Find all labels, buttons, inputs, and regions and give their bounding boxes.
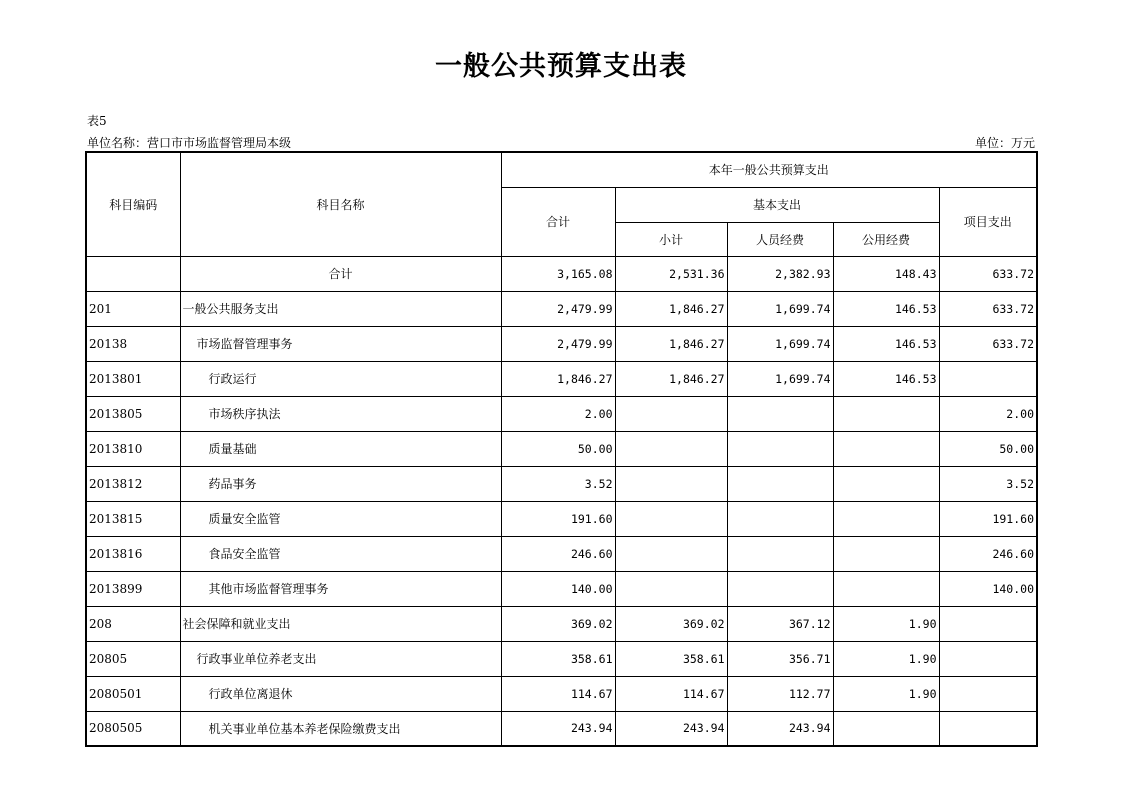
- total-amount-cell: 140.00: [501, 571, 615, 606]
- total-amount-cell: 369.02: [501, 606, 615, 641]
- subject-name-cell: 社会保障和就业支出: [180, 606, 501, 641]
- total-public-cell: 148.43: [833, 256, 939, 291]
- total-amount-cell: 358.61: [501, 641, 615, 676]
- subtotal-cell: 1,846.27: [615, 326, 727, 361]
- personnel-expense-cell: [727, 466, 833, 501]
- subtotal-cell: 358.61: [615, 641, 727, 676]
- total-project-cell: 633.72: [939, 256, 1037, 291]
- subject-code-cell: 208: [86, 606, 180, 641]
- personnel-expense-cell: [727, 501, 833, 536]
- public-expense-cell: [833, 536, 939, 571]
- subject-code-cell: 2013899: [86, 571, 180, 606]
- total-amount-cell: 3,165.08: [501, 256, 615, 291]
- personnel-expense-cell: 367.12: [727, 606, 833, 641]
- personnel-expense-cell: 1,699.74: [727, 326, 833, 361]
- table-row: [86, 571, 1037, 606]
- subject-name-cell: 食品安全监管: [180, 536, 501, 571]
- table-row: [86, 711, 1037, 746]
- project-expenditure-cell: 246.60: [939, 536, 1037, 571]
- total-amount-cell: 50.00: [501, 431, 615, 466]
- subject-code-cell: 2013801: [86, 361, 180, 396]
- header-basic-expenditure: 基本支出: [615, 187, 939, 222]
- page-title: 一般公共预算支出表: [435, 51, 687, 82]
- total-label-cell: 合计: [180, 256, 501, 291]
- project-expenditure-cell: [939, 361, 1037, 396]
- subject-code-cell: 2013805: [86, 396, 180, 431]
- subtotal-cell: [615, 501, 727, 536]
- subject-name-cell: 市场秩序执法: [180, 396, 501, 431]
- header-subject-code: 科目编码: [86, 152, 180, 256]
- table-header: [86, 152, 1037, 256]
- header-total: 合计: [501, 187, 615, 256]
- subject-code-cell: 20805: [86, 641, 180, 676]
- subject-code-cell: 2013815: [86, 501, 180, 536]
- table-body: [86, 256, 1037, 746]
- public-expense-cell: 146.53: [833, 326, 939, 361]
- header-subtotal: 小计: [615, 222, 727, 256]
- table-row: [86, 326, 1037, 361]
- personnel-expense-cell: [727, 571, 833, 606]
- project-expenditure-cell: 50.00: [939, 431, 1037, 466]
- subject-code-cell: 2013816: [86, 536, 180, 571]
- subject-code-cell: 2080505: [86, 711, 180, 746]
- subject-code-cell: 2013812: [86, 466, 180, 501]
- total-amount-cell: 2,479.99: [501, 291, 615, 326]
- project-expenditure-cell: 633.72: [939, 291, 1037, 326]
- table-row: [86, 501, 1037, 536]
- subject-name-cell: 行政事业单位养老支出: [180, 641, 501, 676]
- project-expenditure-cell: 633.72: [939, 326, 1037, 361]
- project-expenditure-cell: [939, 641, 1037, 676]
- subject-code-cell: 2013810: [86, 431, 180, 466]
- total-code-cell: [86, 256, 180, 291]
- public-expense-cell: 146.53: [833, 361, 939, 396]
- subject-name-cell: 机关事业单位基本养老保险缴费支出: [180, 711, 501, 746]
- subject-name-cell: 其他市场监督管理事务: [180, 571, 501, 606]
- public-expense-cell: [833, 431, 939, 466]
- subtotal-cell: 369.02: [615, 606, 727, 641]
- public-expense-cell: 1.90: [833, 606, 939, 641]
- personnel-expense-cell: 243.94: [727, 711, 833, 746]
- total-amount-cell: 114.67: [501, 676, 615, 711]
- subtotal-cell: [615, 466, 727, 501]
- header-public-expense: 公用经费: [833, 222, 939, 256]
- total-amount-cell: 243.94: [501, 711, 615, 746]
- subject-code-cell: 201: [86, 291, 180, 326]
- subtotal-cell: 1,846.27: [615, 361, 727, 396]
- project-expenditure-cell: [939, 676, 1037, 711]
- table-row: [86, 536, 1037, 571]
- total-amount-cell: 191.60: [501, 501, 615, 536]
- table-row: [86, 676, 1037, 711]
- personnel-expense-cell: 1,699.74: [727, 361, 833, 396]
- table-row: [86, 431, 1037, 466]
- total-amount-cell: 3.52: [501, 466, 615, 501]
- unit-name-label: 单位名称：营口市市场监督管理局本级: [87, 136, 292, 150]
- total-subtotal-cell: 2,531.36: [615, 256, 727, 291]
- public-expense-cell: [833, 501, 939, 536]
- header-project-expenditure: 项目支出: [939, 187, 1037, 256]
- project-expenditure-cell: [939, 711, 1037, 746]
- subject-name-cell: 行政单位离退休: [180, 676, 501, 711]
- header-subject-name: 科目名称: [180, 152, 501, 256]
- subject-code-cell: 20138: [86, 326, 180, 361]
- table-row: [86, 361, 1037, 396]
- subtotal-cell: [615, 536, 727, 571]
- total-row: [86, 256, 1037, 291]
- subject-name-cell: 一般公共服务支出: [180, 291, 501, 326]
- personnel-expense-cell: 1,699.74: [727, 291, 833, 326]
- currency-unit-label: 单位：万元: [974, 136, 1035, 150]
- total-personnel-cell: 2,382.93: [727, 256, 833, 291]
- subtotal-cell: [615, 431, 727, 466]
- project-expenditure-cell: [939, 606, 1037, 641]
- public-expense-cell: 1.90: [833, 676, 939, 711]
- personnel-expense-cell: [727, 431, 833, 466]
- table-number: 表5: [87, 114, 107, 128]
- subtotal-cell: 243.94: [615, 711, 727, 746]
- subject-name-cell: 药品事务: [180, 466, 501, 501]
- subtotal-cell: 1,846.27: [615, 291, 727, 326]
- total-amount-cell: 2.00: [501, 396, 615, 431]
- table-row: [86, 466, 1037, 501]
- subtotal-cell: [615, 571, 727, 606]
- personnel-expense-cell: 112.77: [727, 676, 833, 711]
- table-row: [86, 641, 1037, 676]
- project-expenditure-cell: 3.52: [939, 466, 1037, 501]
- subject-name-cell: 质量安全监管: [180, 501, 501, 536]
- subject-name-cell: 市场监督管理事务: [180, 326, 501, 361]
- subject-name-cell: 行政运行: [180, 361, 501, 396]
- personnel-expense-cell: [727, 396, 833, 431]
- public-expense-cell: [833, 396, 939, 431]
- budget-expenditure-table: [85, 151, 1038, 747]
- project-expenditure-cell: 2.00: [939, 396, 1037, 431]
- public-expense-cell: 146.53: [833, 291, 939, 326]
- project-expenditure-cell: 140.00: [939, 571, 1037, 606]
- subject-name-cell: 质量基础: [180, 431, 501, 466]
- personnel-expense-cell: 356.71: [727, 641, 833, 676]
- project-expenditure-cell: 191.60: [939, 501, 1037, 536]
- subtotal-cell: [615, 396, 727, 431]
- table-row: [86, 606, 1037, 641]
- header-annual-budget-group: 本年一般公共预算支出: [501, 152, 1037, 187]
- total-amount-cell: 2,479.99: [501, 326, 615, 361]
- subtotal-cell: 114.67: [615, 676, 727, 711]
- subject-code-cell: 2080501: [86, 676, 180, 711]
- personnel-expense-cell: [727, 536, 833, 571]
- total-amount-cell: 1,846.27: [501, 361, 615, 396]
- public-expense-cell: [833, 571, 939, 606]
- public-expense-cell: 1.90: [833, 641, 939, 676]
- table-row: [86, 291, 1037, 326]
- public-expense-cell: [833, 466, 939, 501]
- table-row: [86, 396, 1037, 431]
- header-personnel-expense: 人员经费: [727, 222, 833, 256]
- total-amount-cell: 246.60: [501, 536, 615, 571]
- public-expense-cell: [833, 711, 939, 746]
